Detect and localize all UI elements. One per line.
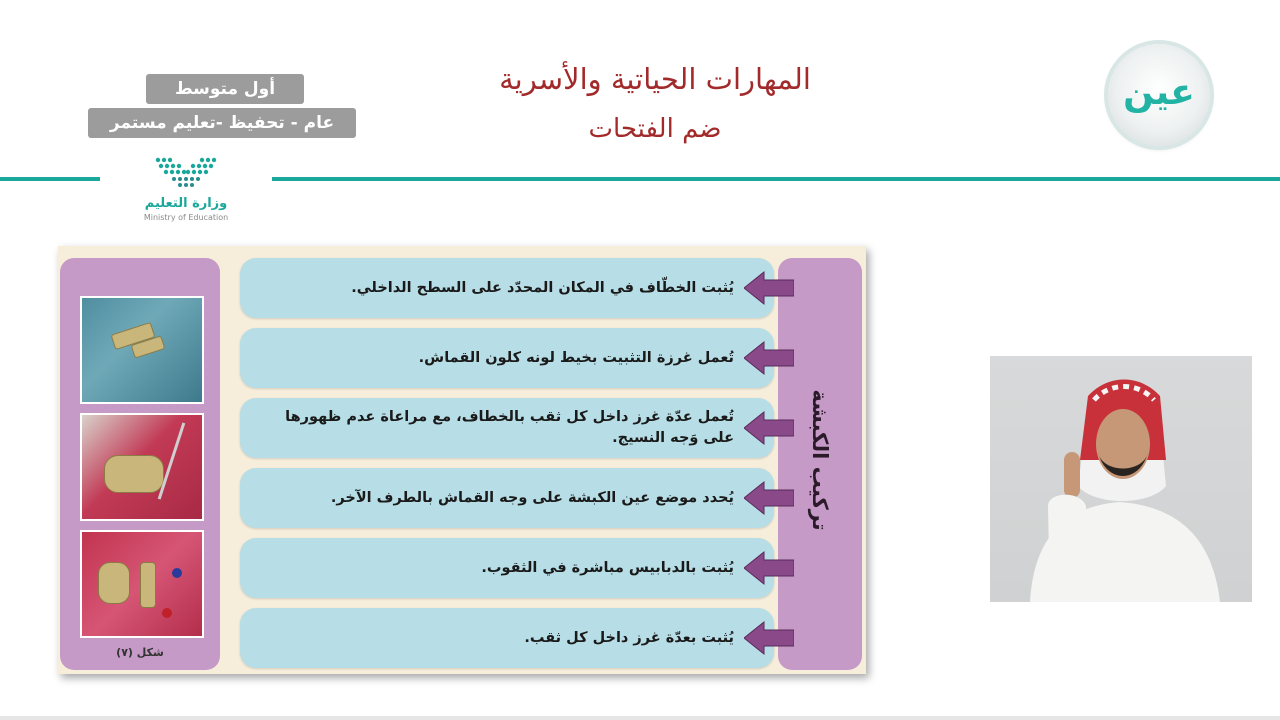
section-label: تركيب الكبشة <box>808 389 832 531</box>
arrow-left-icon <box>744 550 794 586</box>
arrow-left-icon <box>744 340 794 376</box>
track-tag: عام - تحفيظ -تعليم مستمر <box>88 108 356 138</box>
step-item <box>240 398 774 458</box>
interpreter-figure <box>990 356 1252 602</box>
photo-eye-pinned <box>80 530 204 638</box>
arrow-left-icon <box>744 480 794 516</box>
photo-panel <box>60 258 220 670</box>
step-item <box>240 258 774 318</box>
step-item <box>240 328 774 388</box>
lesson-subtitle: ضم الفتحات <box>588 114 722 144</box>
step-text: يُثبت الخطّاف في المكان المحدّد على السطح الداخلي. <box>351 279 734 296</box>
photo-hook-stitching <box>80 413 204 521</box>
bottom-divider <box>0 716 1280 720</box>
ministry-logo <box>106 152 266 224</box>
step-text: تُعمل غرزة التثبيت بخيط لونه كلون القماش. <box>418 349 734 366</box>
step-text: تُعمل عدّة غرز داخل كل ثقب بالخطاف، مع مراعاة عدم ظهورها على وَجه النسيج. <box>285 409 734 446</box>
step-item <box>240 538 774 598</box>
step-text: يُحدد موضع عين الكبشة على وجه القماش بالطرف الآخر. <box>330 489 734 506</box>
step-item <box>240 468 774 528</box>
channel-logo <box>1108 44 1210 146</box>
step-item <box>240 608 774 668</box>
arrow-left-icon <box>744 620 794 656</box>
arrow-left-icon <box>744 270 794 306</box>
step-text: يُثبت بعدّة غرز داخل كل ثقب. <box>524 629 734 646</box>
arrow-left-icon <box>744 410 794 446</box>
page-title: المهارات الحياتية والأسرية <box>499 62 811 96</box>
ministry-name-en: Ministry of Education <box>143 213 229 222</box>
header-divider-left <box>0 177 100 181</box>
figure-caption: شكل (٧) <box>116 646 164 659</box>
photo-hook-on-fabric <box>80 296 204 404</box>
grade-tag: أول متوسط <box>146 74 304 104</box>
sign-language-interpreter-video <box>990 356 1252 602</box>
header-divider-right <box>272 177 1280 181</box>
ministry-dots-icon <box>106 152 266 196</box>
lesson-slide <box>58 246 866 674</box>
step-text: يُثبت بالدبابيس مباشرة في الثقوب. <box>481 559 734 576</box>
side-label-panel <box>778 258 862 670</box>
channel-logo-text: عين <box>1123 72 1195 113</box>
ministry-name-ar: وزارة التعليم <box>144 196 228 211</box>
